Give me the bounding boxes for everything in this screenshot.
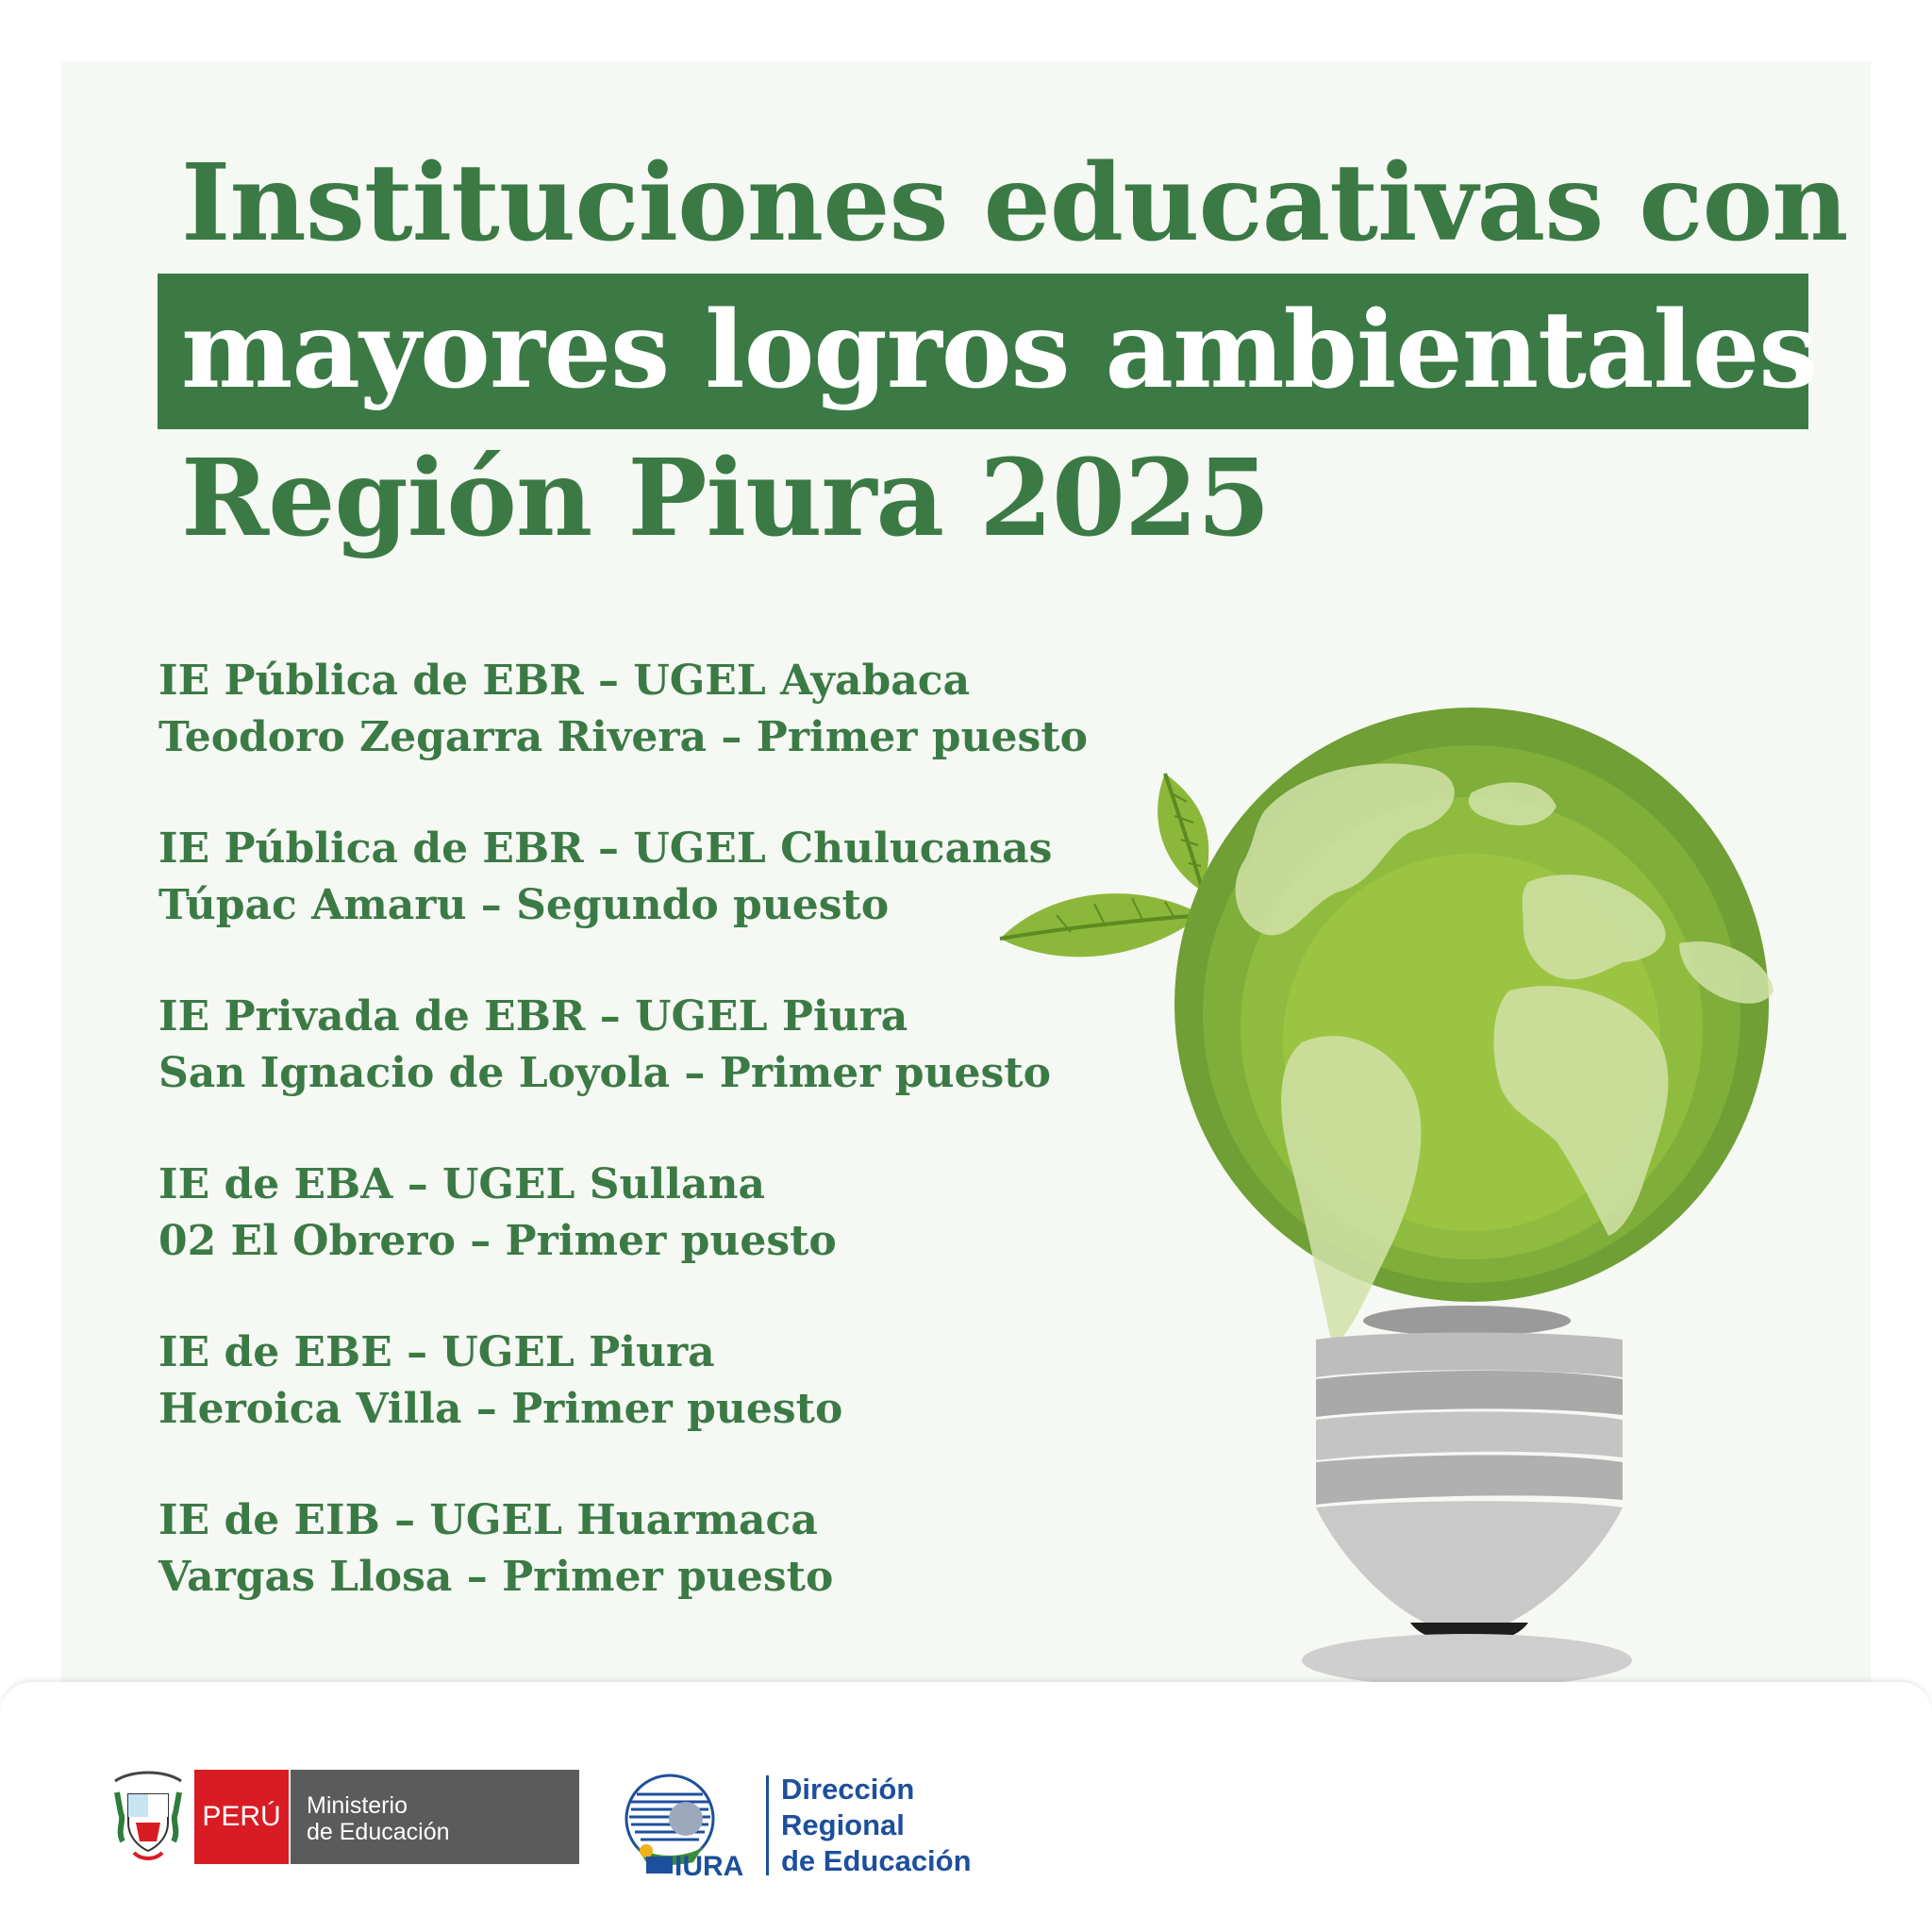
award-winner: Heroica Villa – Primer puesto xyxy=(158,1385,843,1433)
leaf-icon xyxy=(1158,774,1208,891)
dre-line-2: Regional xyxy=(781,1808,905,1841)
award-category: IE Pública de EBR – UGEL Ayabaca xyxy=(158,657,971,705)
title-line-3: Región Piura 2025 xyxy=(181,437,1270,560)
award-winner: 02 El Obrero – Primer puesto xyxy=(158,1217,837,1265)
svg-text:IURA: IURA xyxy=(675,1851,744,1879)
dre-line-3: de Educación xyxy=(781,1844,972,1877)
award-winner: Teodoro Zegarra Rivera – Primer puesto xyxy=(158,713,1088,761)
award-item xyxy=(158,1492,1102,1660)
award-item xyxy=(158,821,1102,989)
award-winner: Túpac Amaru – Segundo puesto xyxy=(158,881,890,929)
award-winner: San Ignacio de Loyola – Primer puesto xyxy=(158,1049,1051,1097)
title-line-2: mayores logros ambientales xyxy=(181,289,1818,412)
minedu-logo xyxy=(108,1764,579,1866)
award-category: IE Privada de EBR – UGEL Piura xyxy=(158,992,908,1041)
award-item xyxy=(158,989,1102,1157)
dre-label xyxy=(781,1772,972,1879)
ministry-line-2: de Educación xyxy=(307,1819,450,1845)
award-item xyxy=(158,653,1102,821)
ministry-line-1: Ministerio xyxy=(307,1792,408,1819)
logo-divider xyxy=(766,1775,769,1875)
globe-lightbulb-illustration xyxy=(981,679,1811,1689)
award-category: IE de EBE – UGEL Piura xyxy=(158,1328,715,1376)
leaf-icon xyxy=(1000,893,1203,957)
award-item xyxy=(158,1324,1102,1492)
title-line-1: Instituciones educativas con xyxy=(181,142,1848,265)
globe-icon xyxy=(1174,708,1774,1344)
award-category: IE Pública de EBR – UGEL Chulucanas xyxy=(158,824,1053,873)
dre-line-1: Dirección xyxy=(781,1773,915,1806)
award-category: IE de EBA – UGEL Sullana xyxy=(158,1160,765,1208)
award-winner: Vargas Llosa – Primer puesto xyxy=(158,1553,834,1601)
awards-list xyxy=(158,653,1102,1660)
award-category: IE de EIB – UGEL Huarmaca xyxy=(158,1496,818,1544)
lightbulb-base-icon xyxy=(1302,1306,1632,1687)
gore-piura-logo-icon xyxy=(618,1772,769,1879)
award-item xyxy=(158,1157,1102,1324)
peru-coat-of-arms-icon xyxy=(108,1764,189,1866)
peru-label: PERÚ xyxy=(194,1770,289,1864)
ministry-label xyxy=(291,1770,579,1864)
